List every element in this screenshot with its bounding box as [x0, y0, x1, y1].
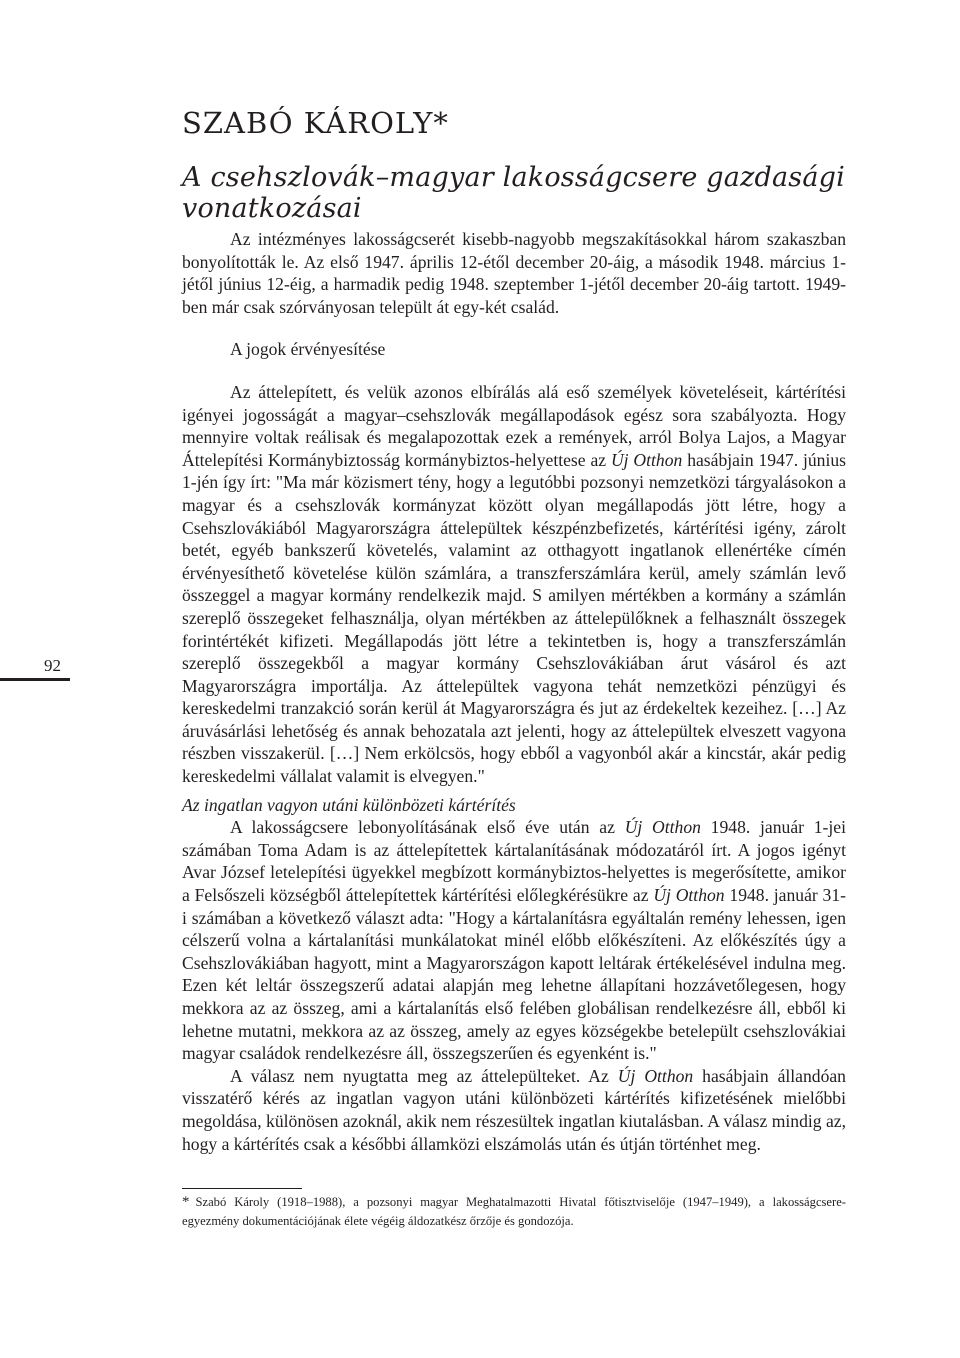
footnote-text: Szabó Károly (1918–1988), a pozsonyi magyar Meghatalmazotti Hivatal főtisztviselője (1947–1949), a lakosságcsere-egyezmény dokumentációjának élete végéig áldozatkész őrzője és gondozója. [182, 1195, 846, 1228]
article-title: A csehszlovák–magyar lakosságcsere gazdasági vonatkozásai [182, 162, 845, 224]
section2-paragraph-1: A lakosságcsere lebonyolításának első éve után az Új Otthon 1948. január 1-jei számában Toma Adam is az áttelepítettek kártalanításának módozatáról írt. A jogos igényt Avar József letelepítési ügyekkel megbízott kormánybiztos-helyettes is megerősítette, amikor a Felsőszeli községből áttelepítettek kártérítési előlegkérésükre az Új Otthon 1948. január 31-i számában a következő választ adta: "Hogy a kártalanításra egyáltalán remény lehessen, igen célszerű volna a kártalanítási munkálatokat minél előbb előkészíteni. Az előkészítés úgy a Csehszlovákiában hagyott, mint a Magyarországon kapott leltárak értékelésével indulna meg. Ezen két leltár összegszerű adatai alapján meg lehetne állapítani hozzávetőlegesen, hogy mekkora az az összeg, ami a kártalanítás első felében globálisan rendelkezésre áll, ebből ki lehetne mutatni, mekkora az az összeg, amely az egyes községekbe betelepült csehszlovákiai magyar családok rendelkezésre áll, összegszerűen és egyenként is." [182, 817, 846, 1064]
section-heading-compensation: Az ingatlan vagyon utáni különbözeti kártérítés [182, 794, 516, 815]
article-body [182, 228, 846, 1155]
footnote-marker: * [182, 1194, 190, 1210]
page-number: 92 [44, 656, 61, 675]
section2-paragraph-2: A válasz nem nyugtatta meg az áttelepülteket. Az Új Otthon hasábjain állandóan visszatérő kérés az ingatlan vagyon utáni különbözeti kártérítés kifizetésének mielőbbi megoldása, különösen azoknál, akik nem részesültek ingatlan kiutalásban. A válasz mindig az, hogy a kártérítés csak a későbbi államközi elszámolás után és útján történhet meg. [182, 1065, 846, 1154]
intro-paragraph: Az intézményes lakosságcserét kisebb-nagyobb megszakításokkal három szakaszban bonyolították le. Az első 1947. április 12-étől december 20-áig, a második 1948. március 1-jétől június 12-éig, a harmadik pedig 1948. szeptember 1-jétől december 20-áig tartott. 1949-ben már csak szórványosan települt át egy-két család. [182, 229, 846, 317]
section-heading-rights: A jogok érvényesítése [230, 339, 386, 360]
footnote [182, 1193, 846, 1231]
footnote-rule [182, 1188, 302, 1189]
author-name: SZABÓ KÁROLY* [182, 106, 449, 140]
section1-paragraph: Az áttelepített, és velük azonos elbírálás alá eső személyek követeléseit, kártérítési igényei jogosságát a magyar–csehszlovák megállapodások egész sora szabályozta. Hogy mennyire voltak reálisak és megalapozottak ezek a remények, arról Bolya Lajos, a Magyar Áttelepítési Kormánybiztosság kormánybiztos-helyettese az Új Otthon hasábjain 1947. június 1-jén így írt: "Ma már közismert tény, hogy a legutóbbi pozsonyi nemzetközi tárgyalásokon a magyar és a csehszlovák kormányzat között olyan megállapodás jött létre, hogy a Csehszlovákiából Magyarországra áttelepültek készpénzbefizetés, kártérítési igény, zárolt betét, egyéb bankszerű követelés, valamint az otthagyott ingatlanok ellenértéke címén érvényesíthető követelése külön számlára, a transzferszámlára kerül, amely számlán levő összeggel a magyar kormány rendelkezik majd. S amilyen mértékben a kormány a számlán szereplő összegeket felhasználja, olyan mértékben az áttelepülőknek a felhasznált összegek forintértékét kifizeti. Megállapodás jött létre a tekintetben is, hogy a transzferszámlán szereplő összegekből a magyar kormány Csehszlovákiában árut vásárol és azt Magyarországra importálja. Az áttelepültek vagyona tehát nemzetközi pénzügyi és kereskedelmi tranzakció során kerül át Magyarországra és jut az érdekeltek kezeihez. […] Az áruvásárlási lehetőség és annak behozatala azt jelenti, hogy az áttelepültek elveszett vagyona részben visszakerül. […] Nem erkölcsös, hogy ebből a vagyonból akár a kincstár, akár pedig kereskedelmi vállalat valamit is elvegyen." [182, 381, 846, 787]
page-number-rule [0, 678, 70, 681]
